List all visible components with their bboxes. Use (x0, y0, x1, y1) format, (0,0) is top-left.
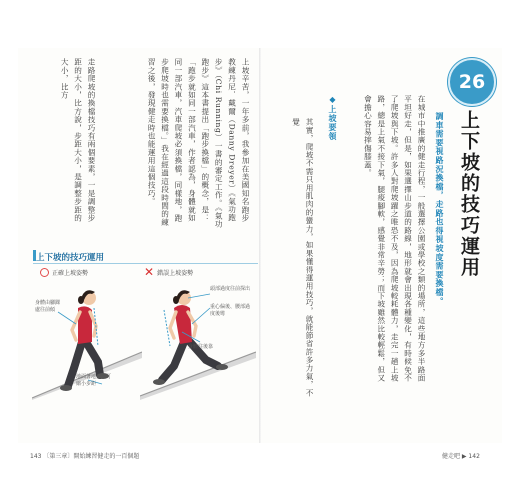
right-section-paragraph: 其實，爬坡不需只用肌肉的蠻力，如果懂得運用技巧，就能節省許多力氣，不覺 (291, 118, 314, 397)
figure-title: 上下坡的技巧運用 (36, 253, 105, 263)
figure-title-rule (33, 263, 258, 264)
callout-lean-back: 身體往後靠 (188, 344, 214, 350)
right-page-footer: 健走吧 ▶ 142 (442, 453, 480, 460)
left-paragraph-1: 上坡辛苦，一年多前，我參加在美國知名跑步教練丹尼．戴爾（Danny Dreyer）《氣功跑步》（Chi Running）一書的審定工作。《氣功跑步》這本書提出「跑步換檔」的概念，是：「跑步就如同一部汽車，作者認為，身體就如同一部汽車，汽車爬坡必須換檔，同樣地，跑步爬坡時也需要換檔。」我在經過這段時間的練習之後，發現健走時也能運用這個技巧。 (147, 58, 250, 229)
chapter-number: 26 (458, 71, 486, 93)
figure-caption-wrong (144, 265, 194, 279)
wrong-uphill-illustration (140, 280, 256, 400)
right-intro-paragraph: 在城市中推廣的健走行程，一般選擇公園或學校之類的場所，這些地方多半路面平坦好走，但是，如果選擇山步道的路線，地形就會出現各種變化，有時候免不了爬坡與下坡。許多人對爬坡躍之唯恐不及，因為爬坡較耗體力，走完一趟上坡路，總是上氣不接下氣，腿痠腳軟，感覺非常辛勞；而下坡雖然比較輕鬆，但又會擔心容易摔傷膝蓋。 (363, 95, 426, 382)
chapter-title: 上下坡的技巧運用 (458, 110, 480, 278)
chapter-subtitle: 調車需要視路況換檔，走路也得視坡度需要換檔。 (435, 112, 445, 306)
figure-caption-correct-text: 正確上坡姿勢 (52, 270, 89, 277)
wrong-cross-icon: ✕ (144, 265, 155, 279)
figure-caption-correct (40, 268, 88, 277)
figure-caption-wrong-text: 錯誤上坡姿勢 (157, 270, 194, 277)
chapter-number-badge (448, 58, 496, 106)
left-paragraph-2: 走路爬坡的換檔技巧有兩個要素，一是調整步距的大小，比方說，步距大小，是調整步距的大小，比方 (60, 58, 96, 222)
callout-small-stride: 地面著地步伐可縮小步距 (76, 374, 112, 387)
section-heading-uphill: ◆上坡要領 (328, 95, 337, 141)
correct-circle-icon (40, 268, 49, 277)
callout-head-forward: 頭部過度往前探出 (210, 286, 251, 292)
callout-weight-back: 重心偏後、腰部過度後彎 (210, 304, 251, 317)
left-page-footer: 143 〔第三章〕開始練習健走的一百個題 (30, 453, 140, 460)
callout-lean-forward: 身體由腳踝處往前傾 (35, 300, 61, 313)
book-gutter (259, 48, 261, 443)
